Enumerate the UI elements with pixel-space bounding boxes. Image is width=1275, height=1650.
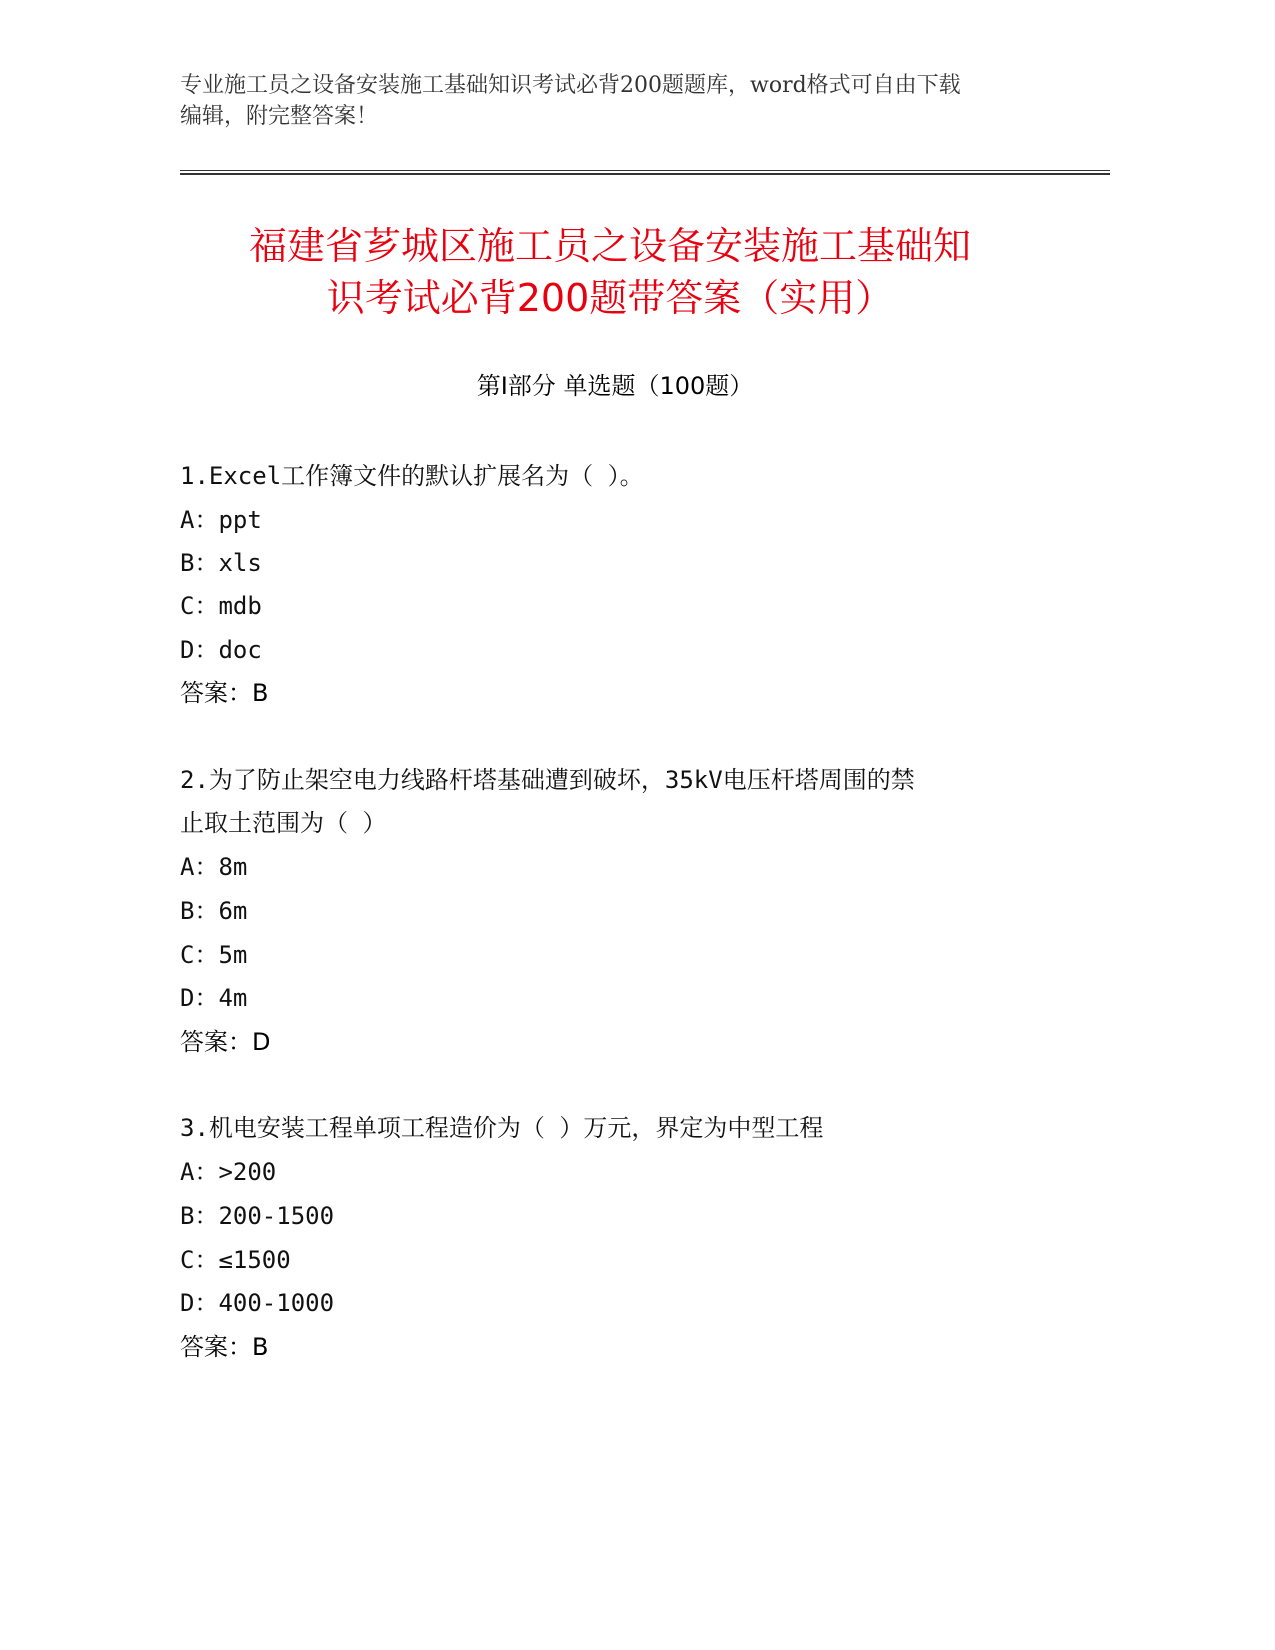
question-text: 3.机电安装工程单项工程造价为（ ）万元，界定为中型工程 (180, 1114, 824, 1142)
option-a: A：ppt (180, 506, 262, 534)
option-b: B：xls (180, 549, 262, 577)
option-c: C：mdb (180, 592, 262, 620)
document-title (175, 220, 1045, 324)
option-d: D：400-1000 (180, 1289, 335, 1317)
option-c: C：≤1500 (180, 1246, 291, 1274)
option-b: B：6m (180, 897, 248, 925)
option-d: D：4m (180, 984, 248, 1012)
option-a: A：8m (180, 853, 248, 881)
option-b: B：200-1500 (180, 1202, 335, 1230)
option-a: A：>200 (180, 1158, 277, 1186)
question-text-continued: 止取土范围为（ ） (180, 809, 387, 837)
title-line: 识考试必背200题带答案（实用） (326, 276, 894, 320)
header-divider (180, 170, 1110, 175)
title-line: 福建省芗城区施工员之设备安装施工基础知 (248, 224, 971, 268)
header-note (180, 70, 1060, 132)
answer: 答案：B (180, 679, 269, 707)
header-note-line: 专业施工员之设备安装施工基础知识考试必背200题题库，word格式可自由下载 (180, 73, 961, 98)
question-text: 2.为了防止架空电力线路杆塔基础遭到破坏，35kV电压杆塔周围的禁 (180, 766, 915, 794)
header-note-line: 编辑，附完整答案！ (180, 104, 379, 129)
question-text: 1.Excel工作簿文件的默认扩展名为（ ）。 (180, 462, 644, 490)
answer: 答案：B (180, 1333, 269, 1361)
option-c: C：5m (180, 941, 248, 969)
answer: 答案：D (180, 1028, 271, 1056)
option-d: D：doc (180, 636, 262, 664)
section-heading: 第Ⅰ部分 单选题（100题） (476, 372, 754, 400)
